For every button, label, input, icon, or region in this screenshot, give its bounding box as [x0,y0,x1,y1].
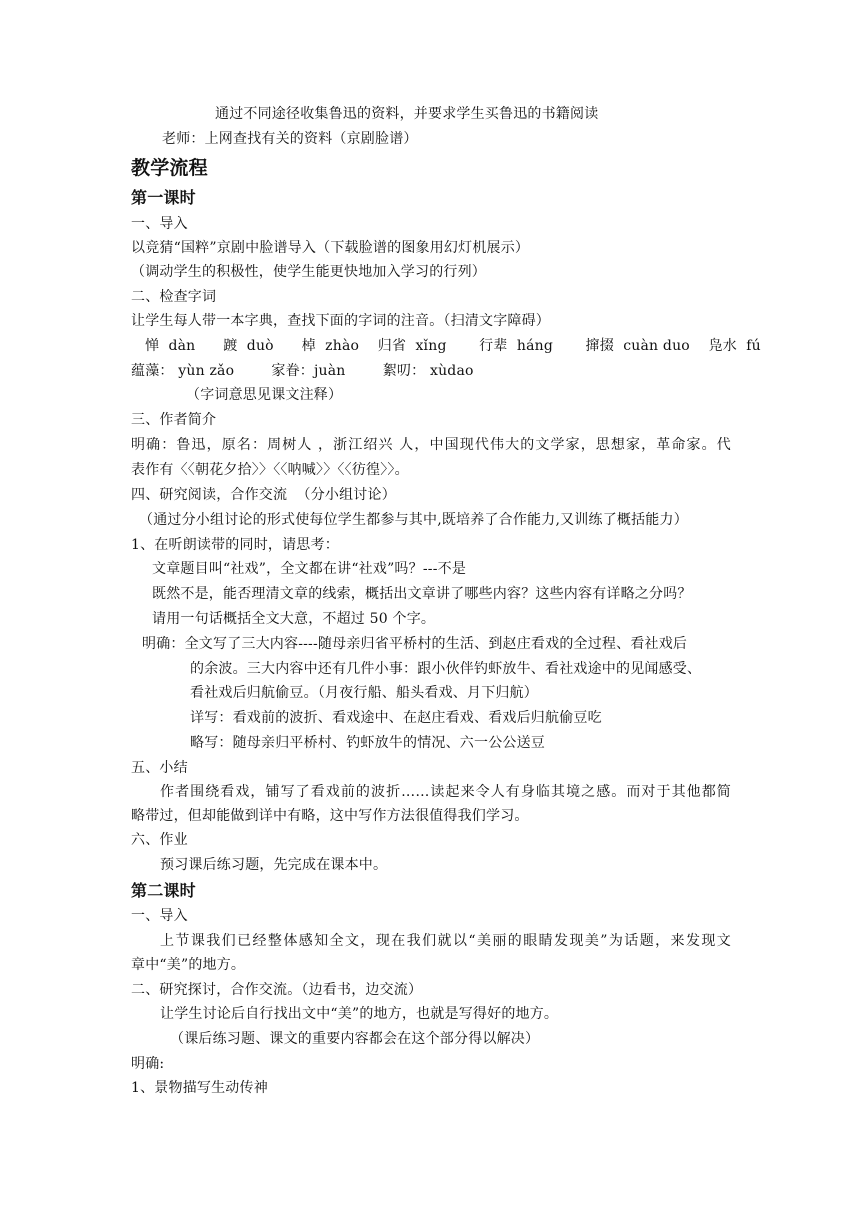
l1-s5-p1: 作者围绕看戏，铺写了看戏前的波折……读起来令人有身临其境之感。而对于其他都简 [160,784,731,800]
l1-s3-p1: 明确：鲁迅，原名：周树人 ，浙江绍兴 人，中国现代伟大的文学家，思想家，革命家。代 [131,437,731,453]
l1-s5-heading: 五、小结 [131,760,188,776]
prep-student-line: 通过不同途径收集鲁迅的资料，并要求学生买鲁迅的书籍阅读 [215,106,599,122]
l1-s4-q1: 文章题目叫“社戏”，全文都在讲“社戏”吗？---不是 [152,561,467,577]
l2-s1-p2: 章中“美”的地方。 [131,957,246,973]
lesson1-title: 第一课时 [131,188,196,207]
prep-teacher-line: 老师：上网查找有关的资料（京剧脸谱） [162,131,418,147]
l1-s1-heading: 一、导入 [131,216,188,232]
l2-s1-heading: 一、导入 [131,908,188,924]
l1-s6-heading: 六、作业 [131,832,188,848]
l1-s2-heading: 二、检查字词 [131,289,217,305]
l2-s2-p2: （课后练习题、课文的重要内容都会在这个部分得以解决） [170,1031,540,1047]
l1-s4-heading: 四、研究阅读，合作交流 （分小组讨论） [131,487,396,503]
l2-s1-p1: 上节课我们已经整体感知全文，现在我们就以“美丽的眼睛发现美”为话题，来发现文 [160,933,731,949]
l1-s2-p1: 让学生每人带一本字典，查找下面的字词的注音。（扫清文字障碍） [131,313,550,329]
l1-s1-p1: 以竞猜“国粹”京剧中脸谱导入（下载脸谱的图象用幻灯机展示） [131,240,530,256]
l1-s4-p1: （通过分小组讨论的形式使每位学生都参与其中,既培养了合作能力,又训练了概括能力） [139,512,688,528]
l1-s2-note: （字词意思见课文注释） [186,387,343,403]
l1-s3-heading: 三、作者简介 [131,412,217,428]
l1-s4-q3: 请用一句话概括全文大意，不超过 50 个字。 [152,611,436,627]
l1-s4-a4: 详写：看戏前的波折、看戏途中、在赵庄看戏、看戏后归航偷豆吃 [190,710,602,726]
l1-s6-p1: 预习课后练习题，先完成在课本中。 [160,857,388,873]
l1-s2-words2: 蕴藻： yùn zǎo 家眷：juàn 絮叨： xùdao [131,363,474,379]
l1-s5-p2: 略带过，但却能做到详中有略，这中写作方法很值得我们学习。 [131,808,529,824]
l1-s3-p2: 表作有〈〈朝花夕拾〉〉〈〈呐喊〉〉〈〈彷徨〉〉。 [131,462,409,478]
l2-s2-heading: 二、研究探讨，合作交流。（边看书，边交流） [131,982,423,998]
lesson2-title: 第二课时 [131,881,196,900]
page-title: 教学流程 [131,157,208,179]
l1-s4-q2: 既然不是，能否理清文章的线索，概括出文章讲了哪些内容？这些内容有详略之分吗？ [152,586,692,602]
l1-s4-a1: 明确：全文写了三大内容----随母亲归省平桥村的生活、到赵庄看戏的全过程、看社戏后 [142,636,688,652]
l1-s2-words1: 惮 dàn 踱 duò 棹 zhào 归省 xǐng 行辈 háng 撺掇 cuàn duo 凫水 fú [131,338,761,354]
l2-s2-p4: 1、景物描写生动传神 [131,1080,268,1096]
l1-s4-a3: 看社戏后归航偷豆。（月夜行船、船头看戏、月下归航） [190,685,538,701]
l2-s2-p1: 让学生讨论后自行找出文中“美”的地方，也就是写得好的地方。 [160,1006,559,1022]
l2-s2-p3: 明确: [131,1056,165,1072]
l1-s4-a2: 的余波。三大内容中还有几件小事：跟小伙伴钓虾放牛、看社戏途中的见闻感受、 [190,661,702,677]
l1-s4-a5: 略写：随母亲归平桥村、钓虾放牛的情况、六一公公送豆 [190,735,545,751]
l1-s4-q0: 1、在听朗读带的同时，请思考： [131,537,339,553]
l1-s1-p2: （调动学生的积极性，使学生能更快地加入学习的行列） [131,264,486,280]
